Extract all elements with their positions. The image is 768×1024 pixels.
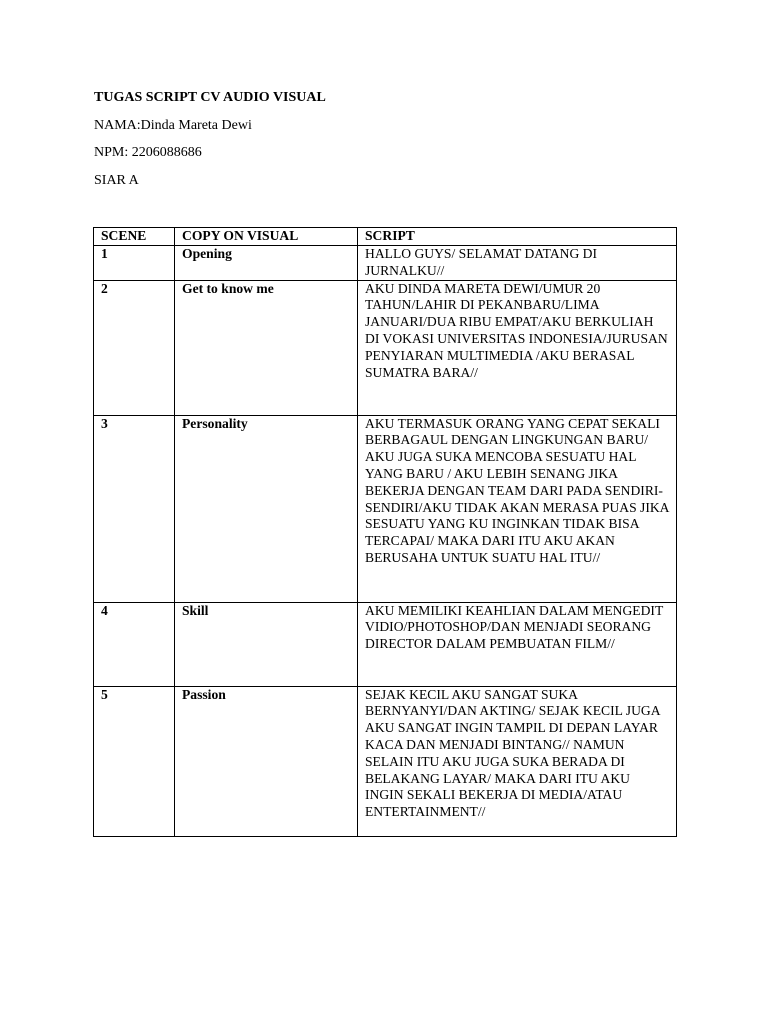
script-text: AKU MEMILIKI KEAHLIAN DALAM MENGEDIT VIDIO/PHOTOSHOP/DAN MENJADI SEORANG DIRECTOR DALAM PEMBUATAN FILM// bbox=[358, 602, 677, 686]
document-title: TUGAS SCRIPT CV AUDIO VISUAL bbox=[94, 90, 326, 105]
header-scene: SCENE bbox=[94, 228, 175, 246]
scene-number: 2 bbox=[94, 280, 175, 415]
table-header-row bbox=[94, 228, 677, 246]
copy-on-visual: Personality bbox=[175, 415, 358, 602]
scene-number: 5 bbox=[94, 686, 175, 836]
scene-number: 4 bbox=[94, 602, 175, 686]
header-script: SCRIPT bbox=[358, 228, 677, 246]
script-table bbox=[93, 227, 677, 837]
script-text: SEJAK KECIL AKU SANGAT SUKA BERNYANYI/DAN AKTING/ SEJAK KECIL JUGA AKU SANGAT INGIN TAMPIL DI DEPAN LAYAR KACA DAN MENJADI BINTANG// NAMUN SELAIN ITU AKU JUGA SUKA BERADA DI BELAKANG LAYAR/ MAKA DARI ITU AKU INGIN SEKALI BEKERJA DI MEDIA/ATAU ENTERTAINMENT// bbox=[358, 686, 677, 836]
copy-on-visual: Passion bbox=[175, 686, 358, 836]
header-copy-on-visual: COPY ON VISUAL bbox=[175, 228, 358, 246]
student-class: SIAR A bbox=[94, 173, 139, 188]
table-row bbox=[94, 686, 677, 836]
table-row bbox=[94, 280, 677, 415]
script-text: AKU TERMASUK ORANG YANG CEPAT SEKALI BERBAGAUL DENGAN LINGKUNGAN BARU/ AKU JUGA SUKA MENCOBA SESUATU HAL YANG BARU / AKU LEBIH SENANG JIKA BEKERJA DENGAN TEAM DARI PADA SENDIRI-SENDIRI/AKU TIDAK AKAN MERASA PUAS JIKA SESUATU YANG KU INGINKAN TIDAK BISA TERCAPAI/ MAKA DARI ITU AKU AKAN BERUSAHA UNTUK SUATU HAL ITU// bbox=[358, 415, 677, 602]
scene-number: 1 bbox=[94, 246, 175, 281]
table-row bbox=[94, 602, 677, 686]
table-row bbox=[94, 415, 677, 602]
table-row bbox=[94, 246, 677, 281]
scene-number: 3 bbox=[94, 415, 175, 602]
student-name: NAMA:Dinda Mareta Dewi bbox=[94, 118, 252, 133]
student-npm: NPM: 2206088686 bbox=[94, 145, 202, 160]
script-text: AKU DINDA MARETA DEWI/UMUR 20 TAHUN/LAHIR DI PEKANBARU/LIMA JANUARI/DUA RIBU EMPAT/AKU BERKULIAH DI VOKASI UNIVERSITAS INDONESIA/JURUSAN PENYIARAN MULTIMEDIA /AKU BERASAL SUMATRA BARA// bbox=[358, 280, 677, 415]
script-text: HALLO GUYS/ SELAMAT DATANG DI JURNALKU// bbox=[358, 246, 677, 281]
copy-on-visual: Get to know me bbox=[175, 280, 358, 415]
copy-on-visual: Opening bbox=[175, 246, 358, 281]
copy-on-visual: Skill bbox=[175, 602, 358, 686]
